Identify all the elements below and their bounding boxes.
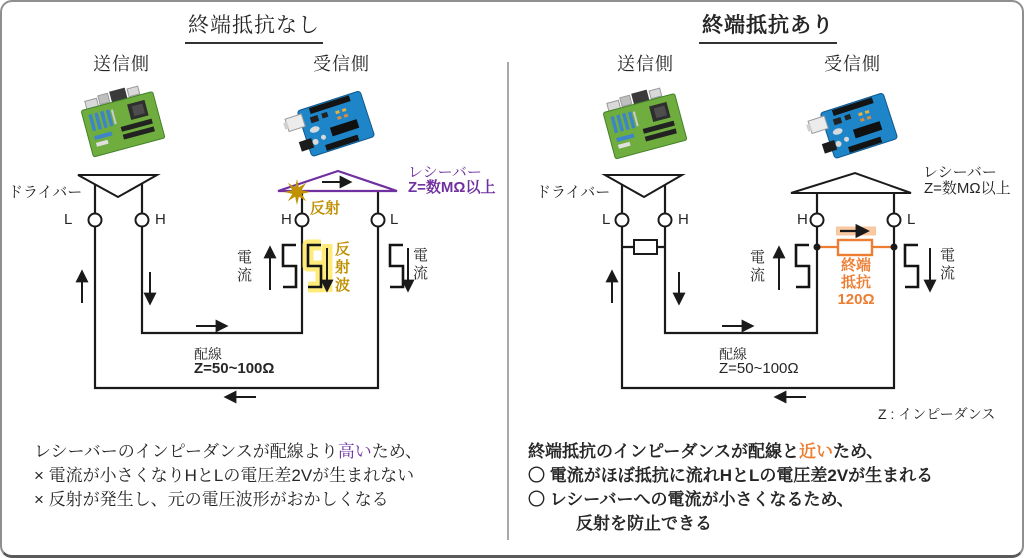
panel-title: 終端抵抗なし [185, 9, 323, 44]
driver-l-label: L [64, 211, 73, 228]
note-line-1: レシーバーのインピーダンスが配線より高いため、 [34, 442, 423, 461]
driver-l-label: L [602, 211, 611, 228]
current-label-h: 電流 [235, 249, 252, 285]
receiver-l-label: L [390, 211, 399, 228]
terminal-circles [89, 214, 385, 227]
reflection-starburst-icon [284, 179, 310, 205]
terminal-circles [616, 214, 901, 227]
driver-h-label: H [678, 211, 689, 228]
receiver-name-label: レシーバー [408, 164, 482, 181]
termination-resistor [838, 240, 872, 255]
driver-triangle [605, 175, 682, 197]
wiring-impedance-label: Z=50~100Ω [194, 360, 275, 377]
wiring-impedance-label: Z=50~100Ω [719, 360, 799, 377]
receiver-impedance-label: Z=数MΩ以上 [408, 179, 496, 196]
receiver-side-label: 受信側 [313, 54, 370, 74]
note-line-4: 反射を防止できる [576, 514, 712, 533]
wiring-label: 配線 [719, 346, 747, 362]
receiver-name-label: レシーバー [923, 164, 997, 181]
driver-label: ドライバー [8, 184, 83, 201]
junction-dot-l [891, 244, 898, 251]
panel-divider [507, 62, 509, 540]
panel-no-termination [0, 0, 508, 558]
note-line-1: 終端抵抗のインピーダンスが配線と近いため、 [528, 442, 884, 461]
note-line-3: 〇 レシーバーへの電流が小さくなるため、 [528, 490, 854, 509]
driver-side-resistor [634, 240, 657, 254]
note-line-2: × 電流が小さくなりHとLの電圧差2Vが生まれない [34, 466, 415, 485]
wiring-label: 配線 [194, 346, 222, 362]
impedance-legend: Z : インピーダンス [878, 406, 996, 422]
current-label-l: 電流 [411, 247, 428, 283]
driver-h-label: H [155, 211, 166, 228]
panel-title: 終端抵抗あり [699, 9, 837, 44]
receiver-impedance-label: Z=数MΩ以上 [924, 180, 1011, 197]
highlight-word: 近い [798, 442, 833, 461]
receiver-h-label: H [797, 211, 808, 228]
sender-side-label: 送信側 [617, 54, 674, 74]
driver-triangle [78, 175, 157, 197]
receiver-l-label: L [907, 211, 916, 228]
termination-resistor-value: 120Ω [837, 291, 875, 308]
current-label-l: 電流 [938, 247, 955, 283]
termination-resistor-label: 終端抵抗 [840, 257, 871, 292]
current-label-h: 電流 [748, 249, 765, 285]
junction-dot-h [814, 244, 821, 251]
panel-with-termination [512, 0, 1024, 558]
highlight-word: 高い [337, 442, 372, 461]
receiver-side-label: 受信側 [824, 54, 881, 74]
driver-label: ドライバー [536, 184, 611, 201]
note-line-3: × 反射が発生し、元の電圧波形がおかしくなる [34, 490, 389, 509]
reflected-wave-label: 反射波 [333, 241, 350, 295]
receiver-h-label: H [281, 211, 292, 228]
reflected-wave-glow [308, 244, 327, 292]
explanation-notes [34, 440, 422, 512]
reflection-label: 反射 [310, 200, 341, 217]
note-line-2: 〇 電流がほぼ抵抗に流れHとLの電圧差2Vが生まれる [528, 466, 934, 485]
sender-side-label: 送信側 [93, 54, 150, 74]
receiver-triangle [791, 173, 911, 193]
explanation-notes [528, 440, 933, 536]
